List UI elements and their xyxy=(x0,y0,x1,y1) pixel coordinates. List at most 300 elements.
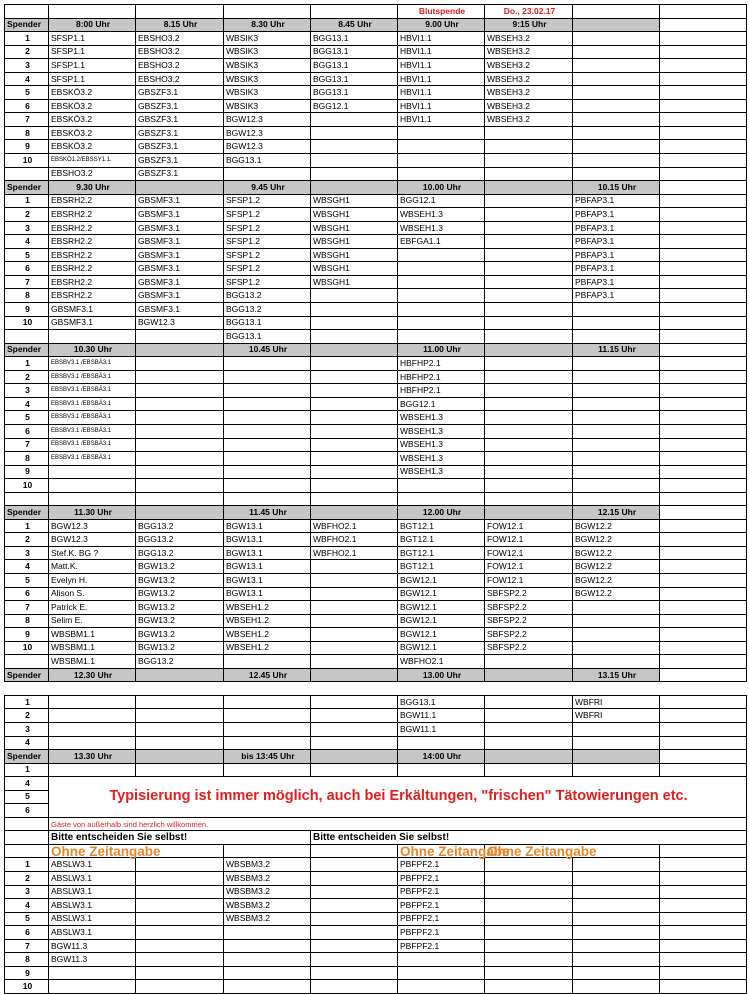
donor-number: 8 xyxy=(5,289,49,303)
empty-cell xyxy=(660,966,747,980)
class-cell xyxy=(311,126,398,140)
empty-cell xyxy=(660,86,747,100)
time-slot-header: 8.45 Uhr xyxy=(311,18,398,32)
class-cell: SBFSP2.2 xyxy=(485,641,573,655)
time-slot-header xyxy=(311,668,398,682)
class-cell: WBSEH1.3 xyxy=(398,452,485,466)
class-cell: WBSBM1.1 xyxy=(49,655,136,669)
time-slot-header xyxy=(485,343,573,357)
class-cell: SFSP1.2 xyxy=(224,262,311,276)
class-cell: GBSMF3.1 xyxy=(136,248,224,262)
empty-cell xyxy=(660,519,747,533)
empty-cell xyxy=(660,750,747,764)
empty-cell xyxy=(5,682,49,696)
class-cell: GBSZF3.1 xyxy=(136,154,224,168)
time-slot-header xyxy=(485,181,573,195)
table-row xyxy=(5,45,747,59)
donor-number: 1 xyxy=(5,519,49,533)
table-row xyxy=(5,858,747,872)
class-cell xyxy=(485,465,573,479)
class-cell xyxy=(49,736,136,750)
class-cell xyxy=(485,939,573,953)
class-cell: HBFHP2.1 xyxy=(398,384,485,398)
class-cell: WBSEH3.2 xyxy=(485,32,573,46)
class-cell xyxy=(224,357,311,371)
class-cell xyxy=(136,438,224,452)
class-cell: PBFPF2.1 xyxy=(398,899,485,913)
class-cell: GBSMF3.1 xyxy=(136,221,224,235)
table-row xyxy=(5,926,747,940)
class-cell: BGG12.1 xyxy=(311,99,398,113)
donor-number: 10 xyxy=(5,479,49,493)
class-cell: HBVI1.1 xyxy=(398,45,485,59)
empty-cell xyxy=(660,614,747,628)
class-cell: WBSEH3.2 xyxy=(485,45,573,59)
time-slot-header: 9:15 Uhr xyxy=(485,18,573,32)
empty-cell xyxy=(660,316,747,330)
time-slot-header xyxy=(573,18,660,32)
class-cell: BGW13.2 xyxy=(136,641,224,655)
table-row xyxy=(5,330,747,344)
class-cell xyxy=(573,86,660,100)
class-cell: Stef.K. BG ? xyxy=(49,546,136,560)
donor-number xyxy=(5,167,49,181)
empty-cell xyxy=(398,763,485,777)
class-cell: HBVI1.1 xyxy=(398,86,485,100)
time-slot-header xyxy=(136,668,224,682)
table-row xyxy=(5,709,747,723)
class-cell: PBFAP3.1 xyxy=(573,221,660,235)
empty-cell xyxy=(136,763,224,777)
empty-cell xyxy=(660,181,747,195)
class-cell: EBSBV3.1 /EBSBÄ3.1 xyxy=(49,397,136,411)
donor-number: 2 xyxy=(5,709,49,723)
class-cell: WBSEH1.3 xyxy=(398,208,485,222)
class-cell xyxy=(573,99,660,113)
empty-cell xyxy=(660,424,747,438)
empty-cell xyxy=(398,682,485,696)
class-cell xyxy=(311,655,398,669)
class-cell xyxy=(311,330,398,344)
class-cell: WBSEH1.2 xyxy=(224,614,311,628)
time-slot-header xyxy=(136,750,224,764)
empty-cell xyxy=(485,763,573,777)
class-cell xyxy=(136,939,224,953)
class-cell: PBFAP3.1 xyxy=(573,248,660,262)
donor-number: 4 xyxy=(5,72,49,86)
class-cell xyxy=(136,858,224,872)
ohne-label: Ohne Zeitangabe xyxy=(485,844,660,858)
class-cell: HBVI1.1 xyxy=(398,59,485,73)
table-row xyxy=(5,194,747,208)
time-slot-header: 11.30 Uhr xyxy=(49,506,136,520)
class-cell: BGG13.2 xyxy=(136,519,224,533)
class-cell: WBSIK3 xyxy=(224,99,311,113)
class-cell xyxy=(485,154,573,168)
class-cell xyxy=(398,289,485,303)
empty-cell xyxy=(660,573,747,587)
class-cell: EBSBV3.1 /EBSBÄ3.1 xyxy=(49,357,136,371)
empty-cell xyxy=(660,45,747,59)
empty-cell xyxy=(660,533,747,547)
time-slot-header: 12.30 Uhr xyxy=(49,668,136,682)
class-cell xyxy=(136,709,224,723)
guest-note: Gäste von außerhalb sind herzlich willkommen. xyxy=(49,817,747,831)
class-cell: WBSEH3.2 xyxy=(485,113,573,127)
spender-label: Spender xyxy=(5,18,49,32)
class-cell xyxy=(485,411,573,425)
donor-number: 10 xyxy=(5,316,49,330)
class-cell xyxy=(573,303,660,317)
empty-cell xyxy=(224,5,311,19)
donor-number: 7 xyxy=(5,438,49,452)
empty-cell xyxy=(311,5,398,19)
class-cell: EBSRH2.2 xyxy=(49,221,136,235)
class-cell: ABSLW3.1 xyxy=(49,872,136,886)
time-slot-header: 14:00 Uhr xyxy=(398,750,485,764)
class-cell xyxy=(573,858,660,872)
class-cell: GBSMF3.1 xyxy=(136,275,224,289)
class-cell xyxy=(311,885,398,899)
class-cell xyxy=(485,208,573,222)
class-cell: BGW13.1 xyxy=(224,573,311,587)
empty-cell xyxy=(660,397,747,411)
class-cell: WBSBM1.1 xyxy=(49,641,136,655)
empty-cell xyxy=(660,709,747,723)
class-cell: PBFPF2.1 xyxy=(398,926,485,940)
donor-number: 9 xyxy=(5,966,49,980)
empty-cell xyxy=(660,194,747,208)
donor-number: 1 xyxy=(5,763,49,777)
empty-cell xyxy=(660,235,747,249)
donor-number: 3 xyxy=(5,722,49,736)
class-cell xyxy=(573,628,660,642)
donor-number: 9 xyxy=(5,628,49,642)
table-row xyxy=(5,154,747,168)
empty-cell xyxy=(660,695,747,709)
class-cell: EBSBV3.1 /EBSBÄ3.1 xyxy=(49,384,136,398)
class-cell xyxy=(311,980,398,994)
class-cell xyxy=(573,872,660,886)
empty-cell xyxy=(49,5,136,19)
choose-row xyxy=(5,831,747,845)
empty-cell xyxy=(660,126,747,140)
class-cell: SFSP1.1 xyxy=(49,72,136,86)
table-row xyxy=(5,872,747,886)
donor-number xyxy=(5,492,49,506)
empty-cell xyxy=(5,831,49,845)
class-cell xyxy=(485,262,573,276)
class-cell xyxy=(398,316,485,330)
table-row xyxy=(5,357,747,371)
empty-cell xyxy=(660,32,747,46)
class-cell: GBSMF3.1 xyxy=(49,316,136,330)
time-header-row xyxy=(5,343,747,357)
class-cell: EBSHO3.2 xyxy=(136,45,224,59)
class-cell: PBFPF2.1 xyxy=(398,912,485,926)
empty-cell xyxy=(660,858,747,872)
class-cell: BGW12.3 xyxy=(49,519,136,533)
class-cell: BGW12.3 xyxy=(224,113,311,127)
class-cell xyxy=(398,479,485,493)
table-row xyxy=(5,59,747,73)
class-cell xyxy=(485,695,573,709)
class-cell: EBSBV3.1 /EBSBÄ3.1 xyxy=(49,411,136,425)
class-cell: BGW11.1 xyxy=(398,709,485,723)
class-cell: GBSMF3.1 xyxy=(49,303,136,317)
class-cell: BGG13.1 xyxy=(311,45,398,59)
empty-cell xyxy=(136,682,224,696)
table-row xyxy=(5,221,747,235)
table-row xyxy=(5,777,747,791)
time-slot-header: 13.00 Uhr xyxy=(398,668,485,682)
class-cell: EBSBV3.1 /EBSBÄ3.1 xyxy=(49,452,136,466)
class-cell xyxy=(136,980,224,994)
class-cell: EBSKÖ3.2 xyxy=(49,99,136,113)
class-cell: WBSEH3.2 xyxy=(485,99,573,113)
class-cell: BGW12.2 xyxy=(573,519,660,533)
time-slot-header xyxy=(136,343,224,357)
class-cell xyxy=(136,912,224,926)
class-cell xyxy=(573,424,660,438)
class-cell xyxy=(311,438,398,452)
empty-cell xyxy=(660,926,747,940)
class-cell xyxy=(573,465,660,479)
donor-number: 6 xyxy=(5,424,49,438)
empty-cell xyxy=(660,140,747,154)
table-row xyxy=(5,492,747,506)
class-cell: BGW13.2 xyxy=(136,601,224,615)
empty-cell xyxy=(660,885,747,899)
class-cell: Alison S. xyxy=(49,587,136,601)
empty-cell xyxy=(136,5,224,19)
time-slot-header xyxy=(485,506,573,520)
class-cell: SFSP1.2 xyxy=(224,194,311,208)
table-row xyxy=(5,628,747,642)
empty-cell xyxy=(660,492,747,506)
class-cell xyxy=(224,939,311,953)
class-cell xyxy=(573,154,660,168)
donor-number: 3 xyxy=(5,59,49,73)
class-cell xyxy=(573,939,660,953)
class-cell xyxy=(136,411,224,425)
class-cell: WBFHO2.1 xyxy=(398,655,485,669)
table-row xyxy=(5,113,747,127)
donor-number: 7 xyxy=(5,939,49,953)
class-cell: BGW12.1 xyxy=(398,587,485,601)
class-cell: PBFAP3.1 xyxy=(573,275,660,289)
spender-label: Spender xyxy=(5,506,49,520)
class-cell: PBFPF2.1 xyxy=(398,858,485,872)
donor-number: 6 xyxy=(5,99,49,113)
class-cell xyxy=(311,303,398,317)
class-cell xyxy=(573,614,660,628)
class-cell xyxy=(311,560,398,574)
table-row xyxy=(5,966,747,980)
class-cell: BGT12.1 xyxy=(398,519,485,533)
class-cell: BGG13.1 xyxy=(224,316,311,330)
class-cell xyxy=(485,452,573,466)
spender-label: Spender xyxy=(5,750,49,764)
class-cell xyxy=(49,980,136,994)
class-cell: WBSGH1 xyxy=(311,275,398,289)
class-cell: PBFPF2.1 xyxy=(398,939,485,953)
class-cell: BGW13.2 xyxy=(136,560,224,574)
class-cell: GBSMF3.1 xyxy=(136,194,224,208)
class-cell xyxy=(136,384,224,398)
class-cell xyxy=(311,614,398,628)
class-cell xyxy=(398,966,485,980)
empty-cell xyxy=(660,668,747,682)
class-cell: WBSGH1 xyxy=(311,248,398,262)
class-cell xyxy=(485,953,573,967)
empty-cell xyxy=(660,18,747,32)
class-cell: BGG12.1 xyxy=(398,194,485,208)
empty-cell xyxy=(660,289,747,303)
table-row xyxy=(5,248,747,262)
table-row xyxy=(5,140,747,154)
class-cell xyxy=(573,397,660,411)
empty-cell xyxy=(485,682,573,696)
event-title: Blutspende xyxy=(398,5,485,19)
table-row xyxy=(5,736,747,750)
time-slot-header xyxy=(311,181,398,195)
donor-number: 1 xyxy=(5,194,49,208)
table-row xyxy=(5,235,747,249)
class-cell xyxy=(573,736,660,750)
class-cell xyxy=(398,248,485,262)
donor-number: 3 xyxy=(5,221,49,235)
class-cell xyxy=(573,980,660,994)
class-cell: SFSP1.2 xyxy=(224,248,311,262)
table-row xyxy=(5,912,747,926)
class-cell: ABSLW3.1 xyxy=(49,899,136,913)
table-row xyxy=(5,573,747,587)
empty-cell xyxy=(311,682,398,696)
donor-number: 7 xyxy=(5,601,49,615)
time-slot-header: 8:00 Uhr xyxy=(49,18,136,32)
class-cell xyxy=(224,465,311,479)
class-cell: GBSZF3.1 xyxy=(136,86,224,100)
class-cell xyxy=(485,221,573,235)
empty-cell xyxy=(660,154,747,168)
class-cell: BGW12.2 xyxy=(573,587,660,601)
class-cell: PBFAP3.1 xyxy=(573,235,660,249)
table-row xyxy=(5,546,747,560)
class-cell: WBSEH1.2 xyxy=(224,601,311,615)
class-cell xyxy=(224,411,311,425)
empty-cell xyxy=(660,465,747,479)
class-cell: SBFSP2.2 xyxy=(485,587,573,601)
class-cell xyxy=(485,885,573,899)
class-cell: BGW12.3 xyxy=(136,316,224,330)
class-cell xyxy=(485,438,573,452)
class-cell xyxy=(224,953,311,967)
class-cell xyxy=(485,872,573,886)
table-row xyxy=(5,126,747,140)
empty-cell xyxy=(660,560,747,574)
class-cell xyxy=(573,926,660,940)
class-cell xyxy=(311,722,398,736)
class-cell xyxy=(49,479,136,493)
donor-number: 8 xyxy=(5,452,49,466)
class-cell: BGW13.2 xyxy=(136,614,224,628)
class-cell xyxy=(49,492,136,506)
empty-cell xyxy=(224,763,311,777)
class-cell: GBSMF3.1 xyxy=(136,235,224,249)
class-cell xyxy=(398,167,485,181)
class-cell xyxy=(136,872,224,886)
table-row xyxy=(5,939,747,953)
table-row xyxy=(5,533,747,547)
donor-number: 9 xyxy=(5,140,49,154)
class-cell: Selim E. xyxy=(49,614,136,628)
empty-cell xyxy=(660,384,747,398)
empty-cell xyxy=(660,262,747,276)
table-row xyxy=(5,411,747,425)
class-cell xyxy=(311,966,398,980)
class-cell: BGW12.3 xyxy=(49,533,136,547)
class-cell xyxy=(573,966,660,980)
table-row xyxy=(5,438,747,452)
class-cell: GBSZF3.1 xyxy=(136,167,224,181)
class-cell xyxy=(136,465,224,479)
class-cell xyxy=(311,587,398,601)
table-row xyxy=(5,32,747,46)
donor-number: 2 xyxy=(5,208,49,222)
donor-number: 7 xyxy=(5,275,49,289)
class-cell: BGG13.1 xyxy=(224,154,311,168)
donor-number: 5 xyxy=(5,912,49,926)
class-cell xyxy=(485,479,573,493)
class-cell xyxy=(224,424,311,438)
time-slot-header: 12.00 Uhr xyxy=(398,506,485,520)
class-cell: WBSEH1.3 xyxy=(398,465,485,479)
empty-cell xyxy=(311,763,398,777)
class-cell: EBSHO3.2 xyxy=(49,167,136,181)
spender-label: Spender xyxy=(5,181,49,195)
class-cell xyxy=(224,370,311,384)
class-cell xyxy=(224,926,311,940)
class-cell: BGW12.1 xyxy=(398,601,485,615)
donor-number: 5 xyxy=(5,790,49,804)
table-row xyxy=(5,452,747,466)
time-slot-header: 9.45 Uhr xyxy=(224,181,311,195)
class-cell xyxy=(573,479,660,493)
table-row xyxy=(5,641,747,655)
empty-cell xyxy=(660,357,747,371)
class-cell: BGG13.1 xyxy=(311,86,398,100)
class-cell: WBSIK3 xyxy=(224,32,311,46)
table-row xyxy=(5,208,747,222)
class-cell: BGT12.1 xyxy=(398,546,485,560)
class-cell xyxy=(224,709,311,723)
class-cell xyxy=(573,452,660,466)
empty-cell xyxy=(660,980,747,994)
table-row xyxy=(5,316,747,330)
class-cell xyxy=(573,140,660,154)
empty-cell xyxy=(660,167,747,181)
class-cell xyxy=(573,912,660,926)
class-cell: BGT12.1 xyxy=(398,560,485,574)
class-cell: BGG13.2 xyxy=(136,655,224,669)
donor-number: 5 xyxy=(5,573,49,587)
class-cell: EBSKÖ3.2 xyxy=(49,113,136,127)
class-cell: GBSMF3.1 xyxy=(136,262,224,276)
class-cell: BGW13.2 xyxy=(136,573,224,587)
class-cell xyxy=(224,736,311,750)
class-cell xyxy=(136,926,224,940)
